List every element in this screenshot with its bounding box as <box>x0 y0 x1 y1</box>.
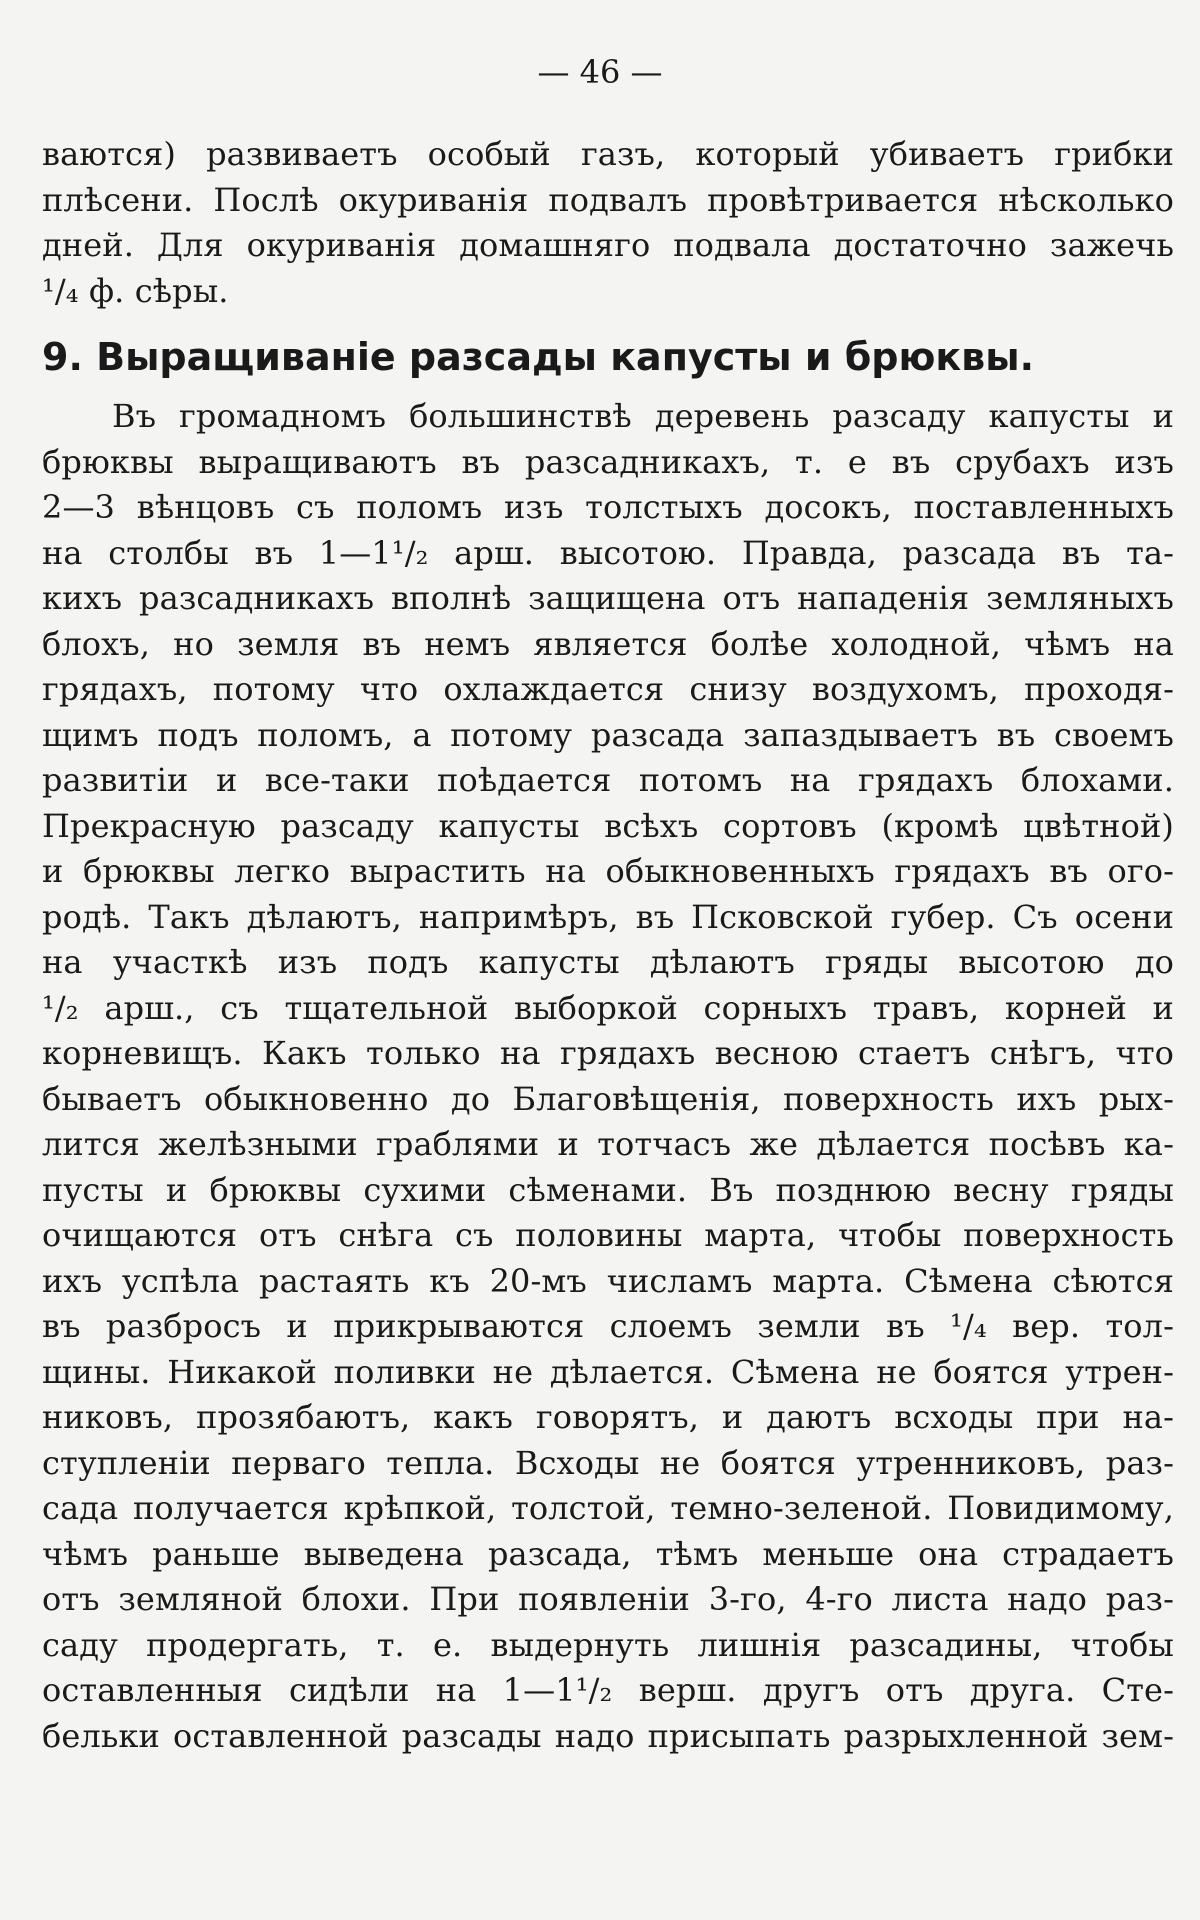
text-line: 2—3 вѣнцовъ съ поломъ изъ толстыхъ досокъ, поставленныхъ <box>42 488 1174 526</box>
text-line: плѣсени. Послѣ окуриванія подвалъ провѣтривается нѣсколько <box>42 180 1174 219</box>
text-line: кихъ разсадникахъ вполнѣ защищена отъ нападенія земляныхъ <box>42 579 1174 617</box>
page-text <box>42 132 1174 1759</box>
text-line: ваются) развиваетъ особый газъ, который убиваетъ грибки <box>42 135 1174 173</box>
text-line: пусты и брюквы сухими сѣменами. Въ позднюю весну гряды <box>42 1170 1174 1209</box>
text-line: саду продергать, т. е. выдернуть лишнія разсадины, чтобы <box>42 1625 1174 1664</box>
text-line: ступленіи перваго тепла. Всходы не боятся утренниковъ, раз- <box>42 1443 1174 1482</box>
text-line: на участкѣ изъ подъ капусты дѣлаютъ гряды высотою до <box>42 943 1174 981</box>
text-line: бельки оставленной разсады надо присыпать разрыхленной зем- <box>42 1716 1174 1755</box>
section-heading: 9. Выращиваніе разсады капусты и брюквы. <box>42 335 1035 379</box>
text-line: щины. Никакой поливки не дѣлается. Сѣмена не боятся утрен- <box>42 1352 1174 1391</box>
text-line: лится желѣзными граблями и тотчасъ же дѣлается посѣвъ ка- <box>42 1125 1174 1163</box>
section-paragraph <box>42 394 1174 1759</box>
intro-paragraph <box>42 132 1174 314</box>
text-line: Въ громадномъ большинствѣ деревень разсаду капусты и <box>112 397 1174 435</box>
text-line: блохъ, но земля въ немъ является болѣе холодной, чѣмъ на <box>42 624 1174 663</box>
text-line: и брюквы легко вырастить на обыкновенныхъ грядахъ въ ого- <box>42 852 1174 890</box>
text-line: оставленныя сидѣли на 1—1¹/₂ верш. другъ отъ друга. Сте- <box>42 1671 1174 1709</box>
text-line: бываетъ обыкновенно до Благовѣщенія, поверхность ихъ рых- <box>42 1079 1174 1118</box>
text-line: очищаются отъ снѣга съ половины марта, чтобы поверхность <box>42 1216 1174 1254</box>
text-line: ¹/₂ арш., съ тщательной выборкой сорныхъ травъ, корней и <box>42 988 1174 1027</box>
text-line: грядахъ, потому что охлаждается снизу воздухомъ, проходя- <box>42 670 1174 708</box>
text-line: отъ земляной блохи. При появленіи 3-го, 4-го листа надо раз- <box>42 1580 1174 1618</box>
text-line: брюквы выращиваютъ въ разсадникахъ, т. е въ срубахъ изъ <box>42 442 1174 481</box>
text-line: въ разбросъ и прикрываются слоемъ земли въ ¹/₄ вер. тол- <box>42 1307 1174 1345</box>
text-line: ¹/₄ ф. сѣры. <box>42 271 229 310</box>
text-line: Прекрасную разсаду капусты всѣхъ сортовъ (кромѣ цвѣтной) <box>42 806 1174 845</box>
text-line: сада получается крѣпкой, толстой, темно-зеленой. Повидимому, <box>42 1489 1174 1527</box>
text-line: на столбы въ 1—1¹/₂ арш. высотою. Правда, разсада въ та- <box>42 533 1174 572</box>
text-line: ихъ успѣла растаять къ 20-мъ числамъ марта. Сѣмена сѣются <box>42 1261 1174 1300</box>
text-line: никовъ, прозябаютъ, какъ говорятъ, и даютъ всходы при на- <box>42 1398 1174 1436</box>
text-line: развитіи и все-таки поѣдается потомъ на грядахъ блохами. <box>42 761 1174 799</box>
page-number: — 46 — <box>537 53 663 91</box>
text-line: чѣмъ раньше выведена разсада, тѣмъ меньше она страдаетъ <box>42 1534 1174 1573</box>
text-line: корневищъ. Какъ только на грядахъ весною стаетъ снѣгъ, что <box>42 1034 1174 1072</box>
text-line: дней. Для окуриванія домашняго подвала достаточно зажечь <box>42 226 1174 264</box>
text-line: щимъ подъ поломъ, а потому разсада запаздываетъ въ своемъ <box>42 715 1174 754</box>
text-line: родѣ. Такъ дѣлаютъ, напримѣръ, въ Псковской губер. Съ осени <box>42 897 1174 936</box>
